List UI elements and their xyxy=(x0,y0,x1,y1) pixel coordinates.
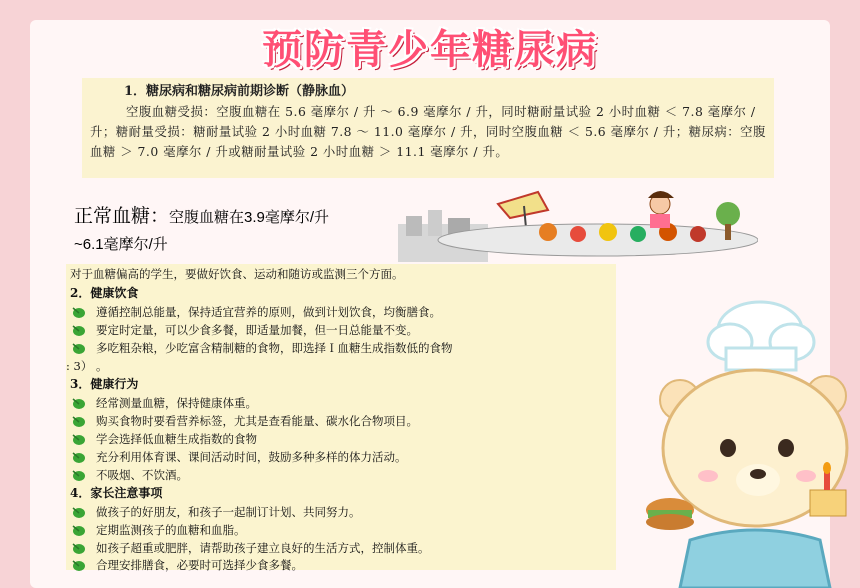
apple-leaf-icon xyxy=(70,450,86,464)
diet-heading: 2．健康饮食 xyxy=(70,286,139,300)
behavior-item-1: 经常测量血糖，保持健康体重。 xyxy=(96,396,257,410)
page-title: 预防青少年糖尿病 xyxy=(262,27,598,73)
apple-leaf-icon xyxy=(70,523,86,537)
diet-item-1: 遵循控制总能量，保持适宜营养的原则，做到计划饮食，均衡膳食。 xyxy=(96,305,441,319)
apple-leaf-icon xyxy=(70,432,86,446)
parents-heading: 4．家长注意事项 xyxy=(70,486,163,500)
list-item xyxy=(66,413,418,430)
list-item xyxy=(66,395,257,412)
parents-item-1: 做孩子的好朋友，和孩子一起制订计划、共同努力。 xyxy=(96,505,361,519)
apple-leaf-icon xyxy=(70,541,86,555)
behavior-item-5: 不吸烟、不饮酒。 xyxy=(96,468,188,482)
picnic-illustration xyxy=(398,184,758,262)
behavior-item-4: 充分利用体育课、课间活动时间，鼓励多种多样的体力活动。 xyxy=(96,450,407,464)
behavior-item-2: 购买食物时要看营养标签，尤其是查看能量、碳水化合物项目。 xyxy=(96,414,418,428)
chef-bear-illustration xyxy=(640,290,860,588)
parents-item-4: 合理安排膳食，必要时可选择少食多餐。 xyxy=(96,558,303,572)
advice-box xyxy=(66,264,616,570)
normal-value-line1: 空腹血糖在3.9毫摩尔/升 xyxy=(169,209,330,226)
diagnosis-text: 空腹血糖受损：空腹血糖在 5.6 毫摩尔 / 升 ～ 6.9 毫摩尔 / 升，同时糖耐量试验 2 小时血糖 ＜ 7.8 毫摩尔 / 升；糖耐量受损：糖耐量试验 2 小时血糖 7.8 ～ 11.0 毫摩尔 / 升，同时空腹血糖 ＜ 5.6 毫摩尔 / 升；糖尿病：空腹血糖 ＞ 7.0 毫摩尔 / 升或糖耐量试验 2 小时血糖 ＞ 11.1 毫摩尔 / 升。 xyxy=(90,104,766,159)
diet-continuation: : 3） 。 xyxy=(66,359,108,373)
apple-leaf-icon xyxy=(70,341,86,355)
diet-item-2: 要定时定量，可以少食多餐，即适量加餐，但一日总能量不变。 xyxy=(96,323,418,337)
advice-intro: 对于血糖偏高的学生，要做好饮食、运动和随访或监测三个方面。 xyxy=(70,267,404,281)
apple-leaf-icon xyxy=(70,396,86,410)
list-item xyxy=(66,557,303,574)
list-item xyxy=(66,449,407,466)
list-item xyxy=(66,467,188,484)
parents-item-3: 如孩子超重或肥胖，请帮助孩子建立良好的生活方式，控制体重。 xyxy=(96,541,430,555)
behavior-heading: 3．健康行为 xyxy=(70,377,139,391)
diagnosis-heading: 1．糖尿病和糖尿病前期诊断（静脉血） xyxy=(124,84,355,99)
list-item xyxy=(66,504,361,521)
behavior-item-3: 学会选择低血糖生成指数的食物 xyxy=(96,432,257,446)
apple-leaf-icon xyxy=(70,305,86,319)
apple-leaf-icon xyxy=(70,323,86,337)
normal-blood-sugar xyxy=(74,203,394,258)
apple-leaf-icon xyxy=(70,468,86,482)
list-item xyxy=(66,322,418,339)
apple-leaf-icon xyxy=(70,414,86,428)
list-item xyxy=(66,340,453,357)
diagnosis-box xyxy=(82,78,774,178)
parents-item-2: 定期监测孩子的血糖和血脂。 xyxy=(96,523,246,537)
list-item xyxy=(66,540,430,557)
diet-item-3: 多吃粗杂粮，少吃富含精制糖的食物，即选择Ｉ血糖生成指数低的食物 xyxy=(96,341,453,355)
list-item xyxy=(66,522,246,539)
list-item xyxy=(66,304,441,321)
normal-value-line2: ~6.1毫摩尔/升 xyxy=(74,236,168,253)
normal-label: 正常血糖： xyxy=(74,205,170,227)
list-item xyxy=(66,431,257,448)
apple-leaf-icon xyxy=(70,505,86,519)
apple-leaf-icon xyxy=(70,558,86,572)
